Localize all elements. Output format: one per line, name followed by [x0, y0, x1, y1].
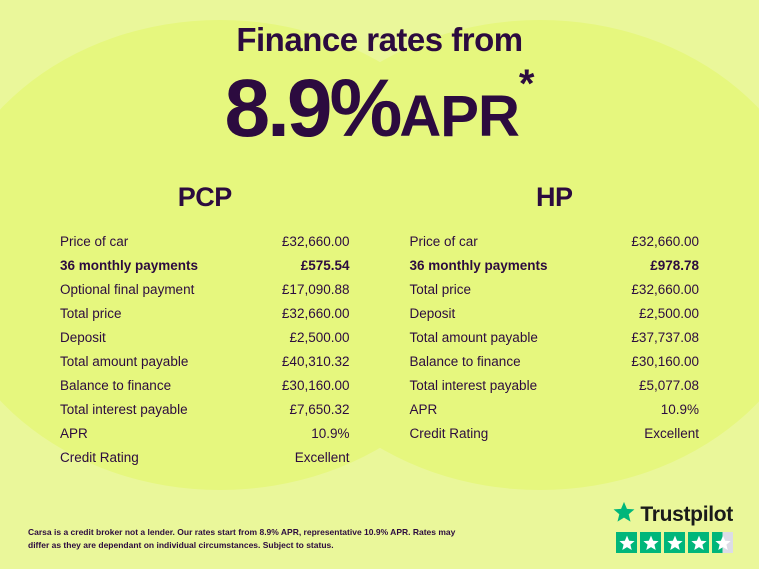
row-value: £7,650.32: [289, 401, 350, 417]
rate-headline: [0, 62, 759, 156]
table-row: [60, 349, 350, 373]
row-label: Deposit: [60, 329, 106, 345]
rate-unit: APR: [399, 84, 519, 150]
table-row: [410, 325, 700, 349]
table-row: [410, 301, 700, 325]
table-row: [410, 373, 700, 397]
row-value: £2,500.00: [638, 305, 699, 321]
row-label: 36 monthly payments: [60, 257, 199, 273]
row-value: £30,160.00: [281, 377, 350, 393]
trustpilot-brand: [613, 501, 733, 528]
row-value: £5,077.08: [638, 377, 699, 393]
row-value: £2,500.00: [289, 329, 350, 345]
row-value: £17,090.88: [281, 281, 350, 297]
row-label: APR: [409, 401, 438, 417]
row-value: £32,660.00: [631, 281, 699, 297]
row-label: Total price: [60, 305, 122, 321]
trustpilot-stars: [613, 532, 733, 553]
star-icon: [640, 532, 661, 553]
row-value: 10.9%: [660, 401, 699, 417]
trustpilot-star-icon: [613, 501, 635, 528]
row-value: £30,160.00: [631, 353, 699, 369]
row-value: Excellent: [294, 449, 350, 465]
row-label: Credit Rating: [409, 425, 489, 441]
table-row: [60, 277, 350, 301]
table-row: [60, 373, 350, 397]
row-label: Price of car: [409, 233, 478, 249]
row-value: Excellent: [644, 425, 699, 441]
table-row: [60, 325, 350, 349]
row-value: £32,660.00: [281, 305, 350, 321]
star-icon: [616, 532, 637, 553]
star-icon: [688, 532, 709, 553]
rate-asterisk: *: [518, 62, 535, 107]
rate-value: 8.9%: [224, 63, 400, 155]
table-row: [410, 229, 700, 253]
row-value: £32,660.00: [281, 233, 350, 249]
footer: [0, 502, 759, 569]
row-label: Total amount payable: [60, 353, 189, 369]
row-label: Total interest payable: [60, 401, 188, 417]
row-value: £978.78: [650, 257, 699, 273]
table-row: [60, 397, 350, 421]
half-star-icon: [712, 532, 733, 553]
row-value: £32,660.00: [631, 233, 699, 249]
comparison-columns: [0, 182, 759, 469]
finance-column-pcp: [30, 182, 380, 469]
table-row: [410, 253, 700, 277]
table-row: [60, 253, 350, 277]
column-title-pcp: PCP: [177, 182, 232, 213]
row-value: £37,737.08: [631, 329, 699, 345]
row-label: Deposit: [409, 305, 456, 321]
row-label: Balance to finance: [60, 377, 172, 393]
row-label: Total price: [409, 281, 472, 297]
column-title-hp: HP: [535, 182, 573, 213]
table-row: [410, 397, 700, 421]
row-label: Balance to finance: [409, 353, 521, 369]
row-label: Total interest payable: [409, 377, 538, 393]
table-row: [60, 229, 350, 253]
row-label: Price of car: [60, 233, 129, 249]
table-row: [60, 445, 350, 469]
headline: Finance rates from: [236, 21, 523, 58]
star-icon: [664, 532, 685, 553]
table-row: [60, 421, 350, 445]
row-label: APR: [60, 425, 88, 441]
row-label: Optional final payment: [60, 281, 195, 297]
finance-column-hp: [380, 182, 730, 469]
table-row: [60, 301, 350, 325]
row-value: £575.54: [300, 257, 350, 273]
table-row: [410, 277, 700, 301]
disclaimer-text: Carsa is a credit broker not a lender. Our rates start from 8.9% APR, representative 10.9% APR. Rates may differ as they are dependant on individual circumstances. Subject to status.: [28, 527, 456, 550]
row-value: £40,310.32: [281, 353, 350, 369]
table-row: [410, 421, 700, 445]
row-label: Credit Rating: [60, 449, 139, 465]
trustpilot-name: Trustpilot: [640, 502, 733, 526]
row-label: 36 monthly payments: [409, 257, 548, 273]
trustpilot-rating: [613, 501, 733, 553]
row-label: Total amount payable: [409, 329, 538, 345]
table-row: [410, 349, 700, 373]
row-value: 10.9%: [311, 425, 350, 441]
